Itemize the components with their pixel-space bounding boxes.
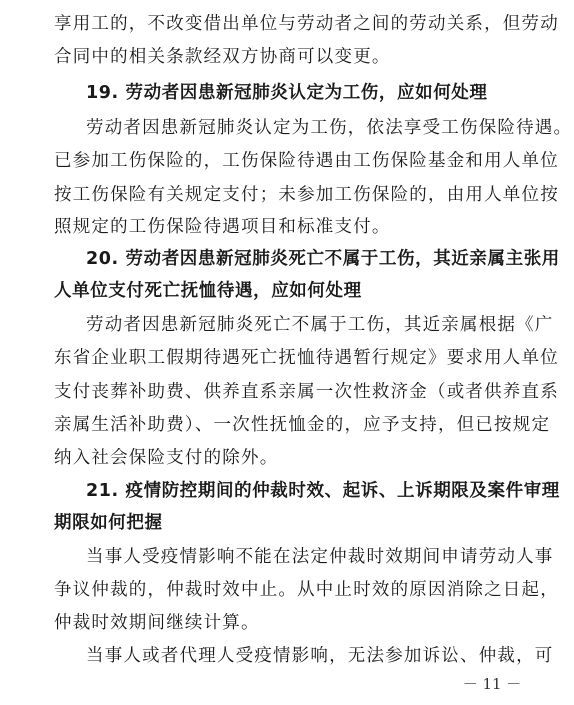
paragraph-line: 仲裁时效期间继续计算。 bbox=[54, 613, 260, 633]
paragraph-line: 亲属生活补助费）、一次性抚恤金的，应予支持，但已按规定 bbox=[54, 415, 551, 435]
paragraph-line: 照规定的工伤保险待遇项目和标准支付。 bbox=[54, 217, 391, 237]
paragraph-line: 纳入社会保险支付的除外。 bbox=[54, 448, 279, 468]
paragraph-line: 争议仲裁的，仲裁时效中止。从中止时效的原因消除之日起， bbox=[54, 580, 559, 600]
section-heading-21: 21. 疫情防控期间的仲裁时效、起诉、上诉期限及案件审理 bbox=[86, 481, 560, 501]
section-heading-20: 20. 劳动者因患新冠肺炎死亡不属于工伤，其近亲属主张用 bbox=[86, 249, 560, 269]
paragraph-line: 支付丧葬补助费、供养直系亲属一次性救济金（或者供养直系 bbox=[54, 382, 559, 402]
paragraph-line: 已参加工伤保险的，工伤保险待遇由工伤保险基金和用人单位 bbox=[54, 151, 559, 171]
page-number: － 11 － bbox=[462, 675, 522, 693]
paragraph-line: 当事人受疫情影响不能在法定仲裁时效期间申请劳动人事 bbox=[86, 547, 554, 567]
paragraph-line: 按工伤保险有关规定支付；未参加工伤保险的，由用人单位按 bbox=[54, 185, 559, 205]
paragraph-line: 合同中的相关条款经双方协商可以变更。 bbox=[54, 47, 391, 67]
section-heading-21-cont: 期限如何把握 bbox=[54, 513, 163, 533]
section-heading-19: 19. 劳动者因患新冠肺炎认定为工伤，应如何处理 bbox=[86, 83, 488, 103]
paragraph-line: 享用工的，不改变借出单位与劳动者之间的劳动关系，但劳动 bbox=[54, 14, 559, 34]
paragraph-line: 当事人或者代理人受疫情影响，无法参加诉讼、仲裁，可 bbox=[86, 646, 554, 666]
paragraph-line: 东省企业职工假期待遇死亡抚恤待遇暂行规定》要求用人单位 bbox=[54, 348, 559, 368]
section-heading-20-cont: 人单位支付死亡抚恤待遇，应如何处理 bbox=[54, 281, 362, 301]
paragraph-line: 劳动者因患新冠肺炎死亡不属于工伤，其近亲属根据《广 bbox=[86, 315, 554, 335]
paragraph-line: 劳动者因患新冠肺炎认定为工伤，依法享受工伤保险待遇。 bbox=[86, 118, 573, 138]
